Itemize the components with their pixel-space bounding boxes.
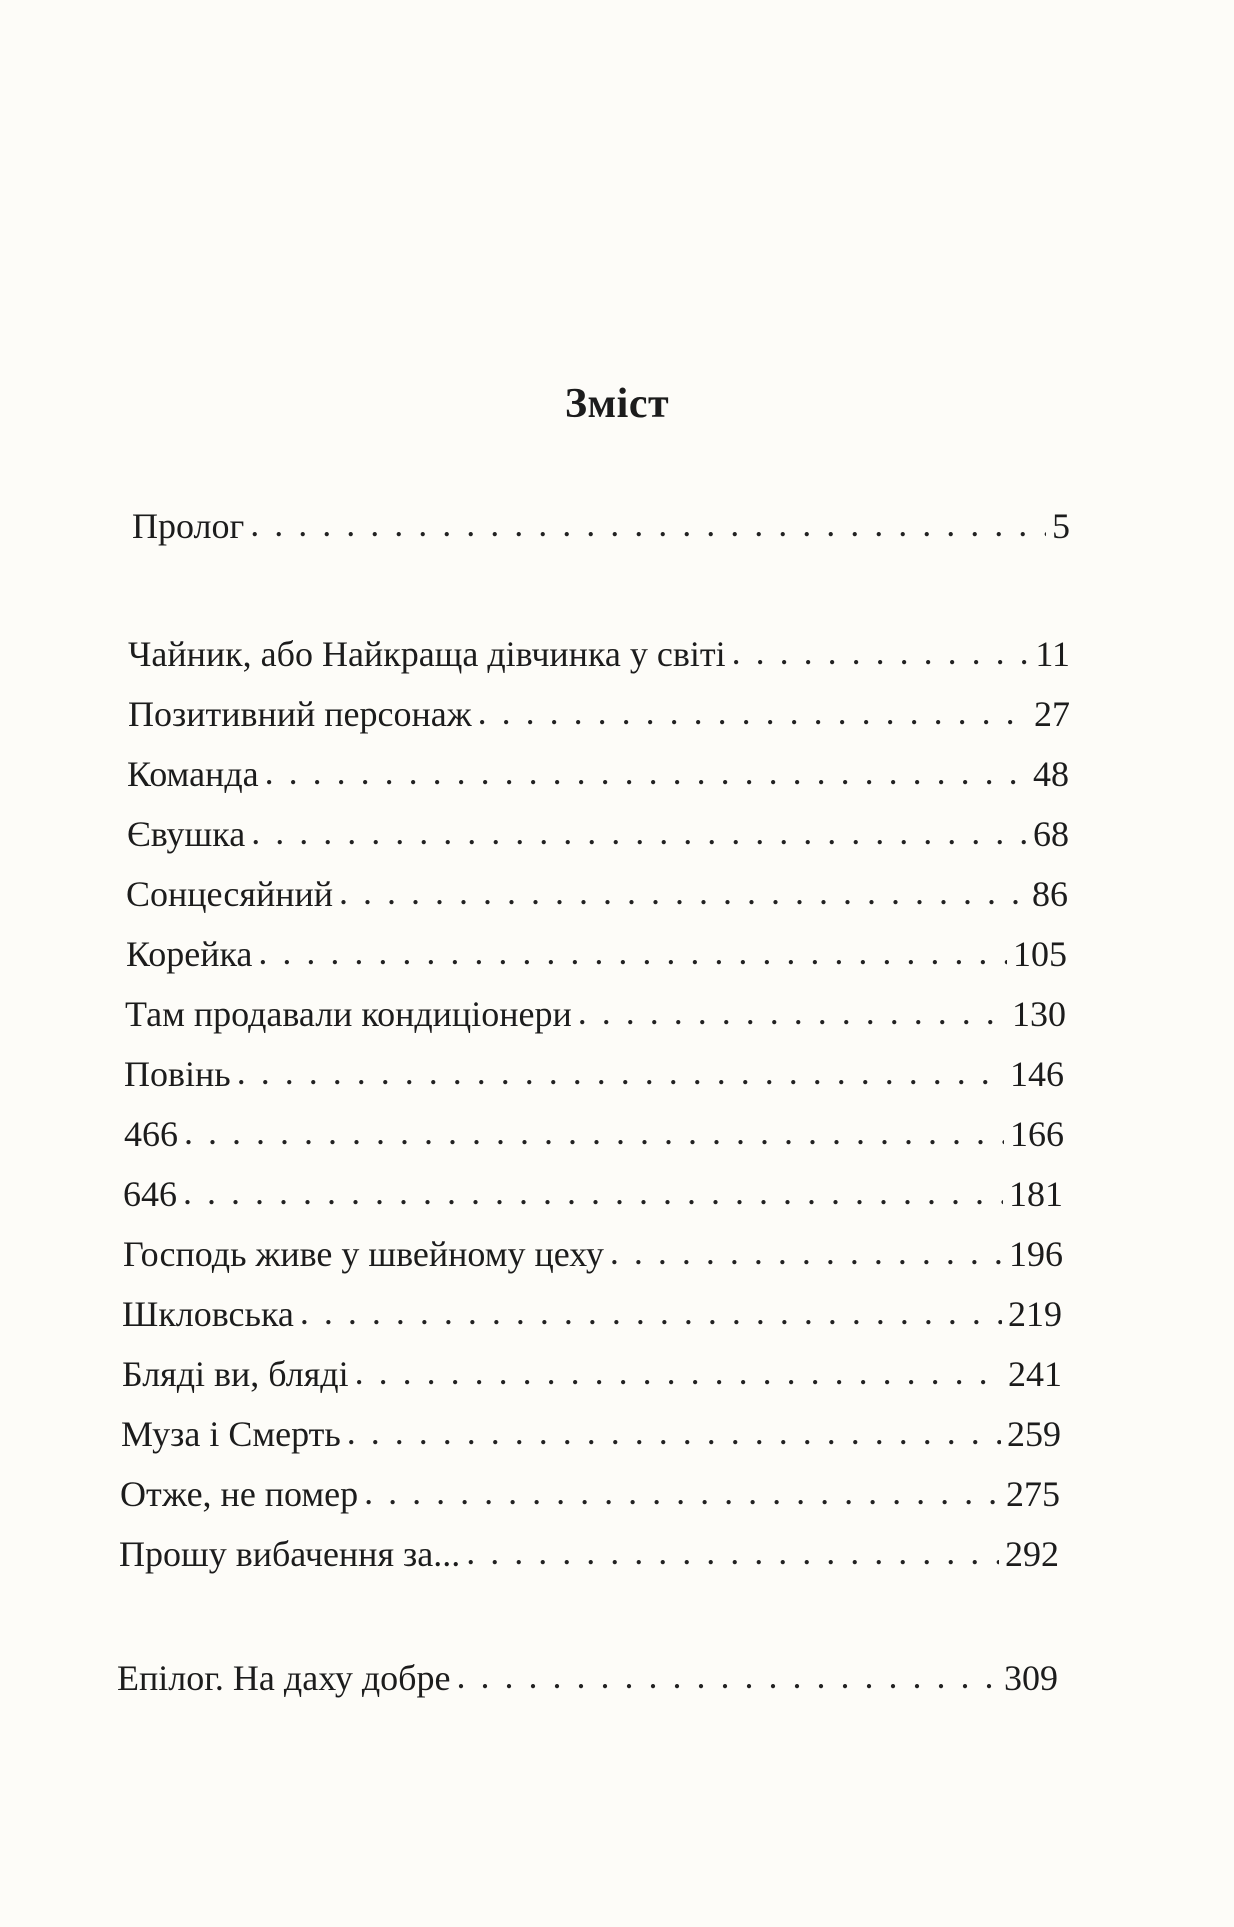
dot-leader xyxy=(355,1350,1002,1394)
toc-entry-label: Там продавали кондиціонери xyxy=(125,994,572,1034)
toc-entry-page: 241 xyxy=(1008,1354,1062,1394)
toc-entry-label: Корейка xyxy=(126,934,253,974)
toc-entry xyxy=(124,1112,1064,1156)
dot-leader xyxy=(250,502,1046,546)
toc-entry-label: Команда xyxy=(127,754,259,794)
toc-entry-label: 646 xyxy=(123,1174,177,1214)
toc-entry-page: 166 xyxy=(1010,1114,1064,1154)
toc-entry xyxy=(120,1472,1060,1516)
dot-leader xyxy=(732,630,1030,674)
toc-entry-label: Повінь xyxy=(124,1054,231,1094)
toc-entry xyxy=(122,1292,1062,1336)
toc-entry xyxy=(126,872,1068,916)
dot-leader xyxy=(364,1470,1000,1514)
toc-entry-label: Отже, не помер xyxy=(120,1474,359,1514)
toc-entry-label: 466 xyxy=(124,1114,178,1154)
toc-entry-label: Шкловська xyxy=(122,1294,294,1334)
toc-entry-label: Муза і Смерть xyxy=(121,1414,341,1454)
toc-entry xyxy=(126,932,1067,976)
toc-entry xyxy=(127,812,1069,856)
toc-entry-page: 48 xyxy=(1033,754,1069,794)
toc-entry-page: 27 xyxy=(1034,694,1070,734)
toc-entry xyxy=(123,1172,1063,1216)
toc-entry xyxy=(132,504,1070,548)
page-title: Зміст xyxy=(564,381,670,427)
toc-entry-page: 146 xyxy=(1010,1054,1064,1094)
toc-entry-page: 219 xyxy=(1008,1294,1062,1334)
toc-entry-page: 259 xyxy=(1007,1414,1061,1454)
toc-entry xyxy=(127,752,1069,796)
toc-entry xyxy=(128,632,1070,676)
toc-entry-page: 275 xyxy=(1006,1474,1060,1514)
toc-entry-page: 309 xyxy=(1004,1658,1058,1698)
dot-leader xyxy=(258,930,1007,974)
dot-leader xyxy=(251,810,1027,854)
toc-entry-label: Сонцесяйний xyxy=(126,874,334,914)
toc-entry xyxy=(122,1352,1062,1396)
toc-entry-page: 130 xyxy=(1012,994,1066,1034)
toc-entry-page: 105 xyxy=(1013,934,1067,974)
toc-entry-label: Пролог xyxy=(132,506,245,546)
dot-leader xyxy=(456,1654,998,1698)
toc-entry-label: Чайник, або Найкраща дівчинка у світі xyxy=(128,634,726,674)
toc-entry-page: 5 xyxy=(1052,506,1070,546)
toc-entry xyxy=(117,1656,1058,1700)
dot-leader xyxy=(265,750,1027,794)
toc-entry xyxy=(124,1052,1064,1096)
toc-entry-label: Бляді ви, бляді xyxy=(122,1354,349,1394)
toc-entry xyxy=(123,1232,1063,1276)
dot-leader xyxy=(184,1110,1004,1154)
dot-leader xyxy=(578,990,1006,1034)
toc-entry-label: Прошу вибачення за... xyxy=(119,1534,461,1574)
dot-leader xyxy=(610,1230,1003,1274)
dot-leader xyxy=(347,1410,1001,1454)
toc-entry xyxy=(125,992,1066,1036)
toc-entry-label: Позитивний персонаж xyxy=(128,694,472,734)
dot-leader xyxy=(237,1050,1004,1094)
dot-leader xyxy=(478,690,1028,734)
toc-entry xyxy=(119,1532,1059,1576)
dot-leader xyxy=(466,1530,999,1574)
toc-entry xyxy=(128,692,1070,736)
toc-entry-page: 11 xyxy=(1035,634,1070,674)
toc-entry-page: 196 xyxy=(1009,1234,1063,1274)
toc-entry-label: Євушка xyxy=(127,814,246,854)
dot-leader xyxy=(300,1290,1002,1334)
toc-entry-page: 68 xyxy=(1033,814,1069,854)
toc-entry xyxy=(121,1412,1061,1456)
dot-leader xyxy=(183,1170,1003,1214)
toc-entry-label: Епілог. На даху добре xyxy=(117,1658,451,1698)
toc-entry-label: Господь живе у швейному цеху xyxy=(123,1234,604,1274)
dot-leader xyxy=(339,870,1026,914)
toc-entry-page: 86 xyxy=(1032,874,1068,914)
toc-entry-page: 292 xyxy=(1005,1534,1059,1574)
toc-entry-page: 181 xyxy=(1009,1174,1063,1214)
